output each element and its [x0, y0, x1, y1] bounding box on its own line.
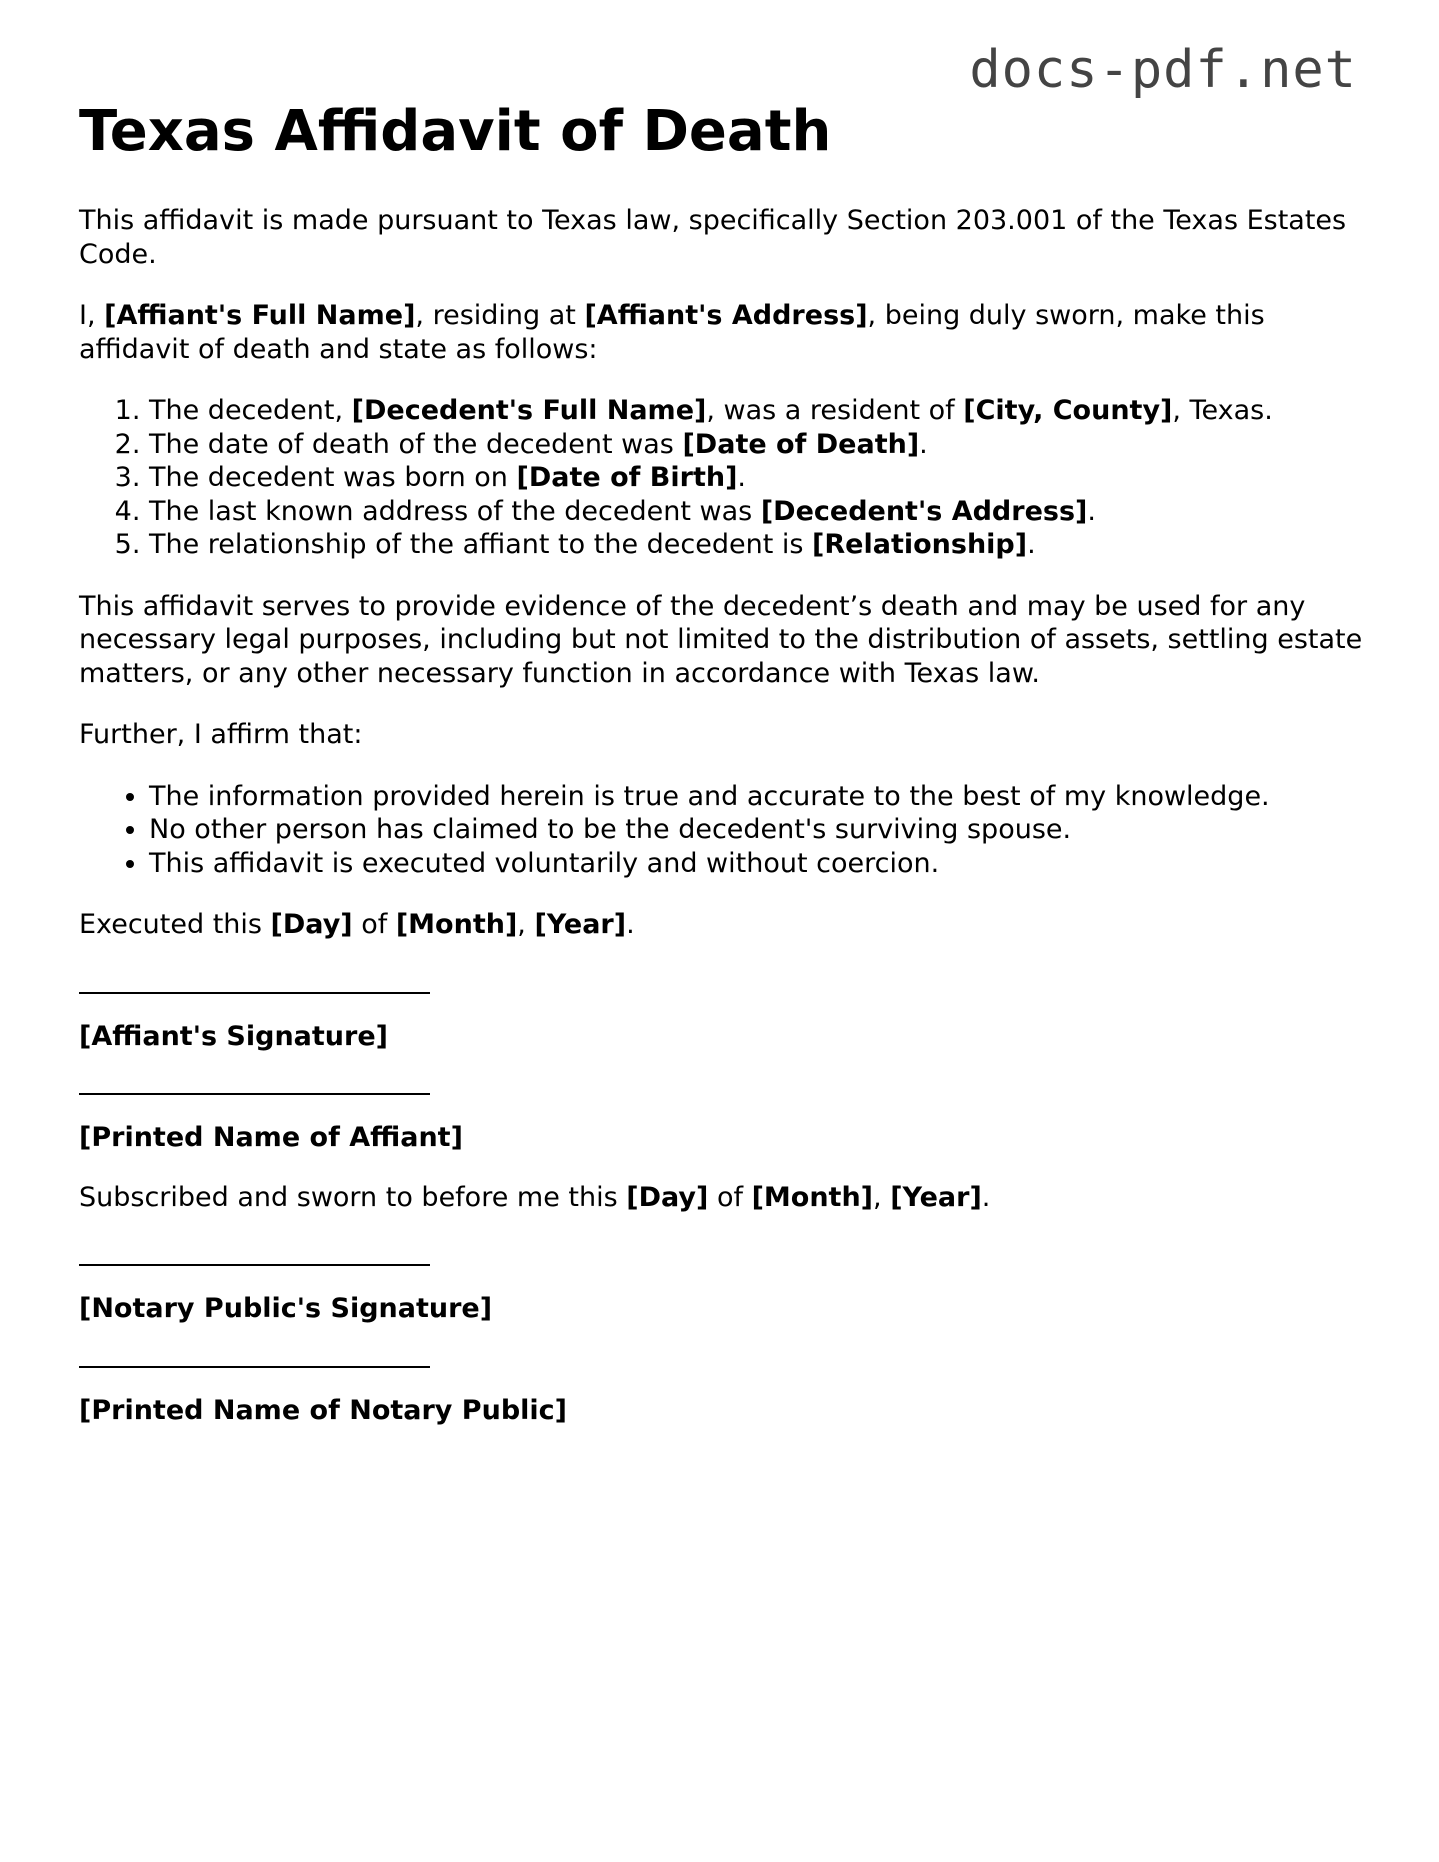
day-placeholder: [Day] — [270, 909, 353, 941]
fact-text: . — [919, 428, 928, 460]
fact-text: , was a resident of — [706, 395, 964, 427]
year-placeholder: [Year] — [890, 1181, 982, 1213]
signature-line — [79, 992, 430, 994]
signature-line — [79, 1366, 430, 1368]
affirmation-item: • The information provided herein is true and accurate to the best of my knowledge. — [149, 780, 1379, 814]
executed-text: of — [352, 909, 396, 941]
affirmation-item: • This affidavit is executed voluntarily and without coercion. — [149, 847, 1379, 881]
intro-paragraph: This affidavit is made pursuant to Texas law, specifically Section 203.001 of the Texas Estates Code. — [79, 205, 1347, 270]
executed-text: , — [517, 909, 535, 941]
fact-text: . — [737, 462, 747, 494]
fact-text: The decedent, — [149, 395, 352, 427]
executed-text: Executed this — [79, 909, 271, 941]
affiant-name-placeholder: [Affiant's Full Name] — [104, 300, 416, 332]
fact-text: . — [1027, 529, 1036, 561]
oath-prefix: I, — [79, 300, 105, 332]
date-of-birth-placeholder: [Date of Birth] — [516, 462, 738, 494]
executed-paragraph — [79, 908, 1379, 942]
fact-text: , Texas. — [1172, 395, 1273, 427]
fact-text: . — [1087, 495, 1096, 527]
fact-text: The date of death of the decedent was — [149, 428, 683, 460]
fact-item — [149, 528, 1379, 562]
month-placeholder: [Month] — [395, 909, 518, 941]
affiant-signature-label: [Affiant's Signature] — [79, 1020, 388, 1052]
document-page — [79, 100, 1379, 1427]
oath-mid: , residing at — [415, 300, 585, 332]
affiant-signature-block — [79, 992, 1379, 1054]
notary-signature-label: [Notary Public's Signature] — [79, 1293, 493, 1325]
signature-line — [79, 1264, 430, 1266]
fact-text: The decedent was born on — [149, 462, 517, 494]
affirmations-list — [79, 780, 1379, 881]
sworn-text: . — [981, 1181, 991, 1213]
affiant-address-placeholder: [Affiant's Address] — [584, 300, 868, 332]
year-placeholder: [Year] — [534, 909, 627, 941]
sworn-text: of — [708, 1181, 752, 1213]
fact-item — [149, 428, 1379, 462]
relationship-placeholder: [Relationship] — [812, 529, 1028, 561]
sworn-text: , — [873, 1181, 891, 1213]
watermark: docs-pdf.net — [969, 40, 1357, 100]
executed-text: . — [626, 909, 635, 941]
facts-list — [79, 394, 1379, 562]
fact-text: The relationship of the affiant to the decedent is — [149, 529, 813, 561]
document-title: Texas Affidavit of Death — [79, 99, 832, 164]
further-paragraph: Further, I affirm that: — [79, 719, 363, 751]
affiant-printed-label: [Printed Name of Affiant] — [79, 1122, 463, 1154]
month-placeholder: [Month] — [751, 1181, 874, 1213]
day-placeholder: [Day] — [626, 1181, 709, 1213]
oath-paragraph — [79, 299, 1379, 366]
notary-signature-block — [79, 1264, 1379, 1326]
fact-item — [149, 495, 1379, 529]
fact-item — [149, 394, 1379, 428]
affiant-printed-block — [79, 1093, 1379, 1155]
affirmation-item: • No other person has claimed to be the decedent's surviving spouse. — [149, 813, 1379, 847]
purpose-paragraph: This affidavit serves to provide evidence of the decedent’s death and may be used for any necessary legal purposes, including but not limited to the distribution of assets, settling estate matters, or any other necessary function in accordance with Texas law. — [79, 590, 1363, 689]
sworn-paragraph — [79, 1181, 1379, 1215]
fact-item — [149, 461, 1379, 495]
notary-printed-block — [79, 1366, 1379, 1428]
decedent-address-placeholder: [Decedent's Address] — [760, 495, 1088, 527]
fact-text: The last known address of the decedent was — [149, 495, 761, 527]
signature-line — [79, 1093, 430, 1095]
oath-suffix: , being duly sworn, make this affidavit of death and state as follows: — [79, 300, 1265, 365]
sworn-text: Subscribed and sworn to before me this — [79, 1181, 627, 1213]
notary-printed-label: [Printed Name of Notary Public] — [79, 1394, 568, 1426]
city-county-placeholder: [City, County] — [963, 395, 1173, 427]
date-of-death-placeholder: [Date of Death] — [682, 428, 920, 460]
decedent-name-placeholder: [Decedent's Full Name] — [351, 395, 707, 427]
